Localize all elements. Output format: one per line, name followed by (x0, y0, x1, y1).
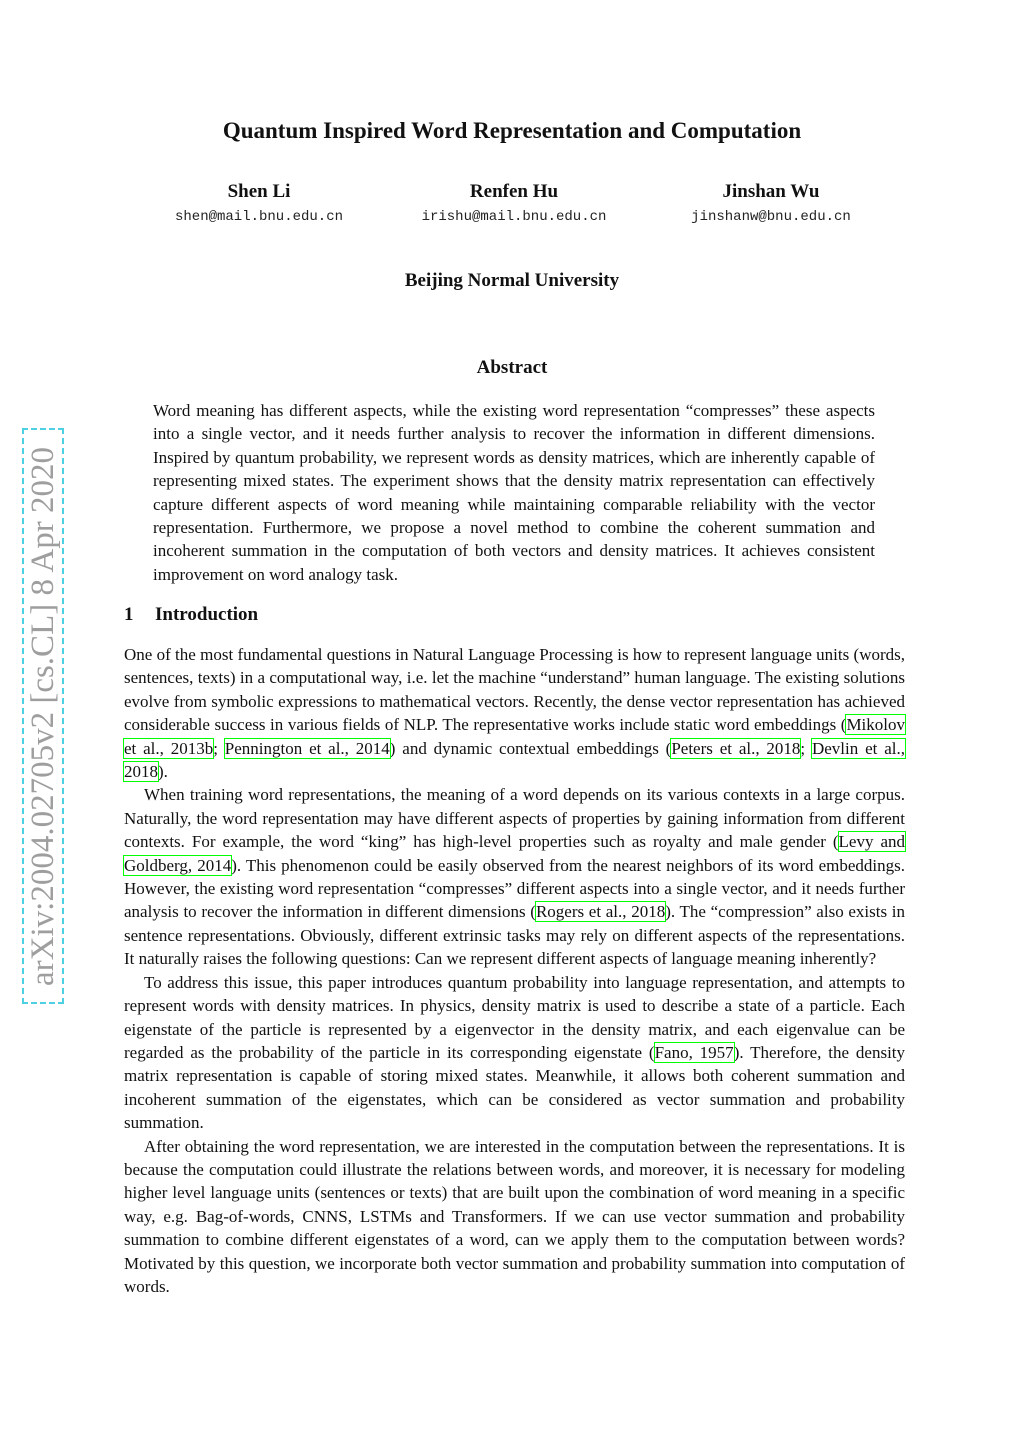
author-name: Renfen Hu (469, 181, 559, 202)
author-block (394, 180, 634, 225)
abstract-heading: Abstract (476, 357, 548, 378)
citation-link[interactable]: Devlin et al., 2018 (124, 738, 905, 782)
text-run: ). This phenomenon could be easily observed from the nearest neighbors of its word embeddings. However, the existing word representation “compresses” different aspects into a single vector, and it needs further analysis to recover the information in different dimensions ( (124, 855, 905, 922)
arxiv-identifier: arXiv:2004.02705v2 [cs.CL] 8 Apr 2020 (24, 446, 61, 986)
affiliation: Beijing Normal University (404, 270, 620, 291)
paragraph (124, 971, 905, 1135)
author-email: irishu@mail.bnu.edu.cn (421, 209, 607, 225)
section-title: Introduction (155, 604, 259, 625)
text-run: One of the most fundamental questions in Natural Language Processing is how to represent language units (words, sentences, texts) in a computational way, i.e. let the machine “understand” human language. The existing solutions evolve from symbolic expressions to mathematical vectors. Recently, the dense vector representation has achieved considerable success in various fields of NLP. The representative works include static word embeddings ( (124, 645, 905, 735)
citation-link[interactable]: Levy and Goldberg, 2014 (124, 832, 905, 875)
author-block (139, 180, 379, 225)
citation-link[interactable]: Pennington et al., 2014 (224, 738, 390, 758)
text-run: ). The “compression” also exists in sentence representations. Obviously, different extrinsic tasks may rely on different aspects of the representations. It naturally raises the following questions: Can we represent different aspects of language meaning inherently? (124, 902, 906, 969)
text-run: To address this issue, this paper introduces quantum probability into language representation, and attempts to represent words with density matrices. In physics, density matrix is used to describe a state of a particle. Each eigenstate of the particle is represented by a eigenvector in the density matrix, and each eigenvalue can be regarded as the probability of the particle in its corresponding eigenstate ( (124, 972, 905, 1062)
section-number: 1 (124, 604, 134, 625)
text-run: ; (213, 738, 225, 758)
paragraph (124, 643, 905, 783)
citation-link[interactable]: Peters et al., 2018 (671, 738, 801, 758)
text-run: ) and dynamic contextual embeddings ( (389, 738, 672, 758)
author-name: Shen Li (227, 181, 291, 202)
paragraph: After obtaining the word representation, we are interested in the computation between the representations. It is because the computation could illustrate the relations between words, and moreover, it is necessary for modeling higher level language units (sentences or texts) that are built upon the combination of word meaning in a specific way, e.g. Bag-of-words, CNNS, LSTMs and Transformers. If we can use vector summation and probability summation to combine different eigenstates of a word, can we apply them to the computation between words? Motivated by this question, we incorporate both vector summation and probability summation into computation of words. (124, 1136, 905, 1296)
author-email: jinshanw@bnu.edu.cn (691, 209, 851, 225)
author-name: Jinshan Wu (722, 181, 820, 202)
text-run: ; (800, 738, 812, 758)
text-run: ). Therefore, the density matrix representation is capable of storing mixed states. Meanwhile, it allows both coherent summation and incoherent summation of the eigenstates, which can be considered as vector summation and probability summation. (124, 1042, 906, 1133)
text-run: When training word representations, the meaning of a word depends on its various contexts in a large corpus. Naturally, the word representation may have different aspects of properties by gaining information from different contexts. For example, the word “king” has high-level properties such as royalty and male gender ( (124, 785, 905, 852)
section-heading-introduction (124, 604, 258, 626)
paper-title: Quantum Inspired Word Representation and Computation (222, 118, 802, 143)
citation-link[interactable]: Rogers et al., 2018 (535, 902, 666, 922)
citation-link[interactable]: Mikolov et al., 2013b (124, 715, 905, 758)
text-run: ). (158, 762, 168, 782)
author-block (651, 180, 891, 225)
introduction-body (124, 643, 905, 1298)
abstract-text: Word meaning has different aspects, while the existing word representation “compresses” these aspects into a single vector, and it needs further analysis to recover the information in different dimensions. Inspired by quantum probability, we represent words as density matrices, which are inherently capable of representing mixed states. The experiment shows that the density matrix representation can effectively capture different aspects of word meaning while maintaining comparable reliability with the vector representation. Furthermore, we propose a novel method to combine the coherent summation and incoherent summation in the computation of both vectors and density matrices. It achieves consistent improvement on word analogy task. (153, 401, 875, 584)
paragraph (124, 783, 905, 970)
arxiv-sidebar-stamp (22, 428, 64, 1004)
author-email: shen@mail.bnu.edu.cn (174, 209, 344, 225)
citation-link[interactable]: Fano, 1957 (654, 1042, 734, 1062)
